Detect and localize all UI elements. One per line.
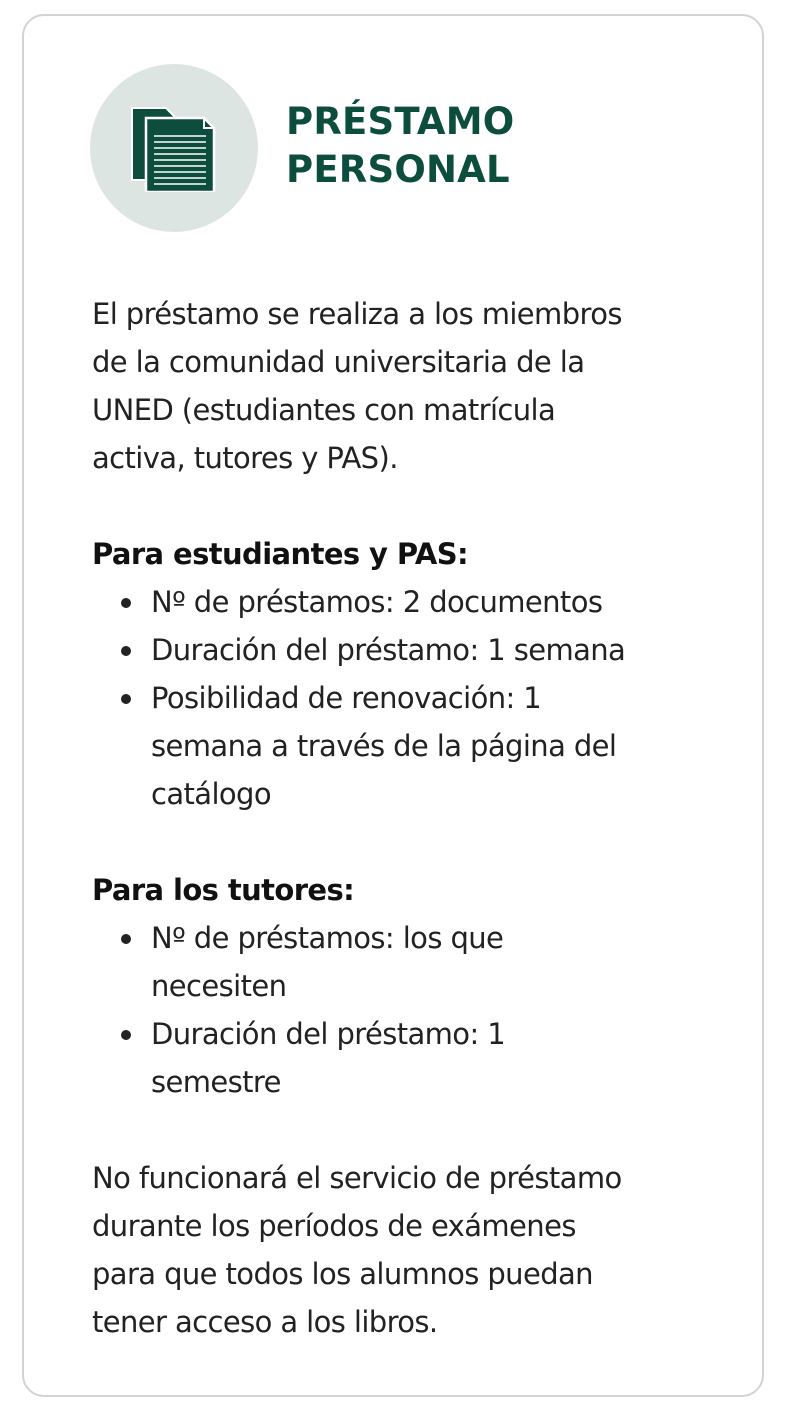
- text-line: No funcionará el servicio de préstamo: [92, 1161, 622, 1195]
- card-title: [286, 98, 726, 194]
- students-heading: Para estudiantes y PAS:: [92, 537, 468, 571]
- text-line: durante los períodos de exámenes: [92, 1209, 576, 1243]
- title-line: PERSONAL: [286, 148, 510, 191]
- text-line: UNED (estudiantes con matrícula: [92, 393, 556, 427]
- tutors-list: [92, 914, 732, 1106]
- students-list: [92, 578, 732, 818]
- text-line: para que todos los alumnos puedan: [92, 1257, 593, 1291]
- intro-paragraph: [92, 290, 732, 482]
- card-body: [92, 290, 732, 1346]
- list-item: Duración del préstamo: 1 semana: [151, 626, 732, 674]
- list-item: Nº de préstamos: 2 documentos: [151, 578, 732, 626]
- icon-circle: [90, 64, 258, 232]
- text-line: El préstamo se realiza a los miembros: [92, 297, 622, 331]
- title-line: PRÉSTAMO: [286, 100, 515, 143]
- loan-info-card: [22, 14, 764, 1397]
- text-line: tener acceso a los libros.: [92, 1305, 438, 1339]
- list-item: Duración del préstamo: 1 semestre: [151, 1010, 732, 1106]
- tutors-heading: Para los tutores:: [92, 873, 355, 907]
- list-item: Posibilidad de renovación: 1 semana a través de la página del catálogo: [151, 674, 732, 818]
- text-line: activa, tutores y PAS).: [92, 441, 398, 475]
- documents-icon: [130, 104, 218, 192]
- text-line: de la comunidad universitaria de la: [92, 345, 585, 379]
- notice-paragraph: [92, 1154, 732, 1346]
- list-item: Nº de préstamos: los que necesiten: [151, 914, 732, 1010]
